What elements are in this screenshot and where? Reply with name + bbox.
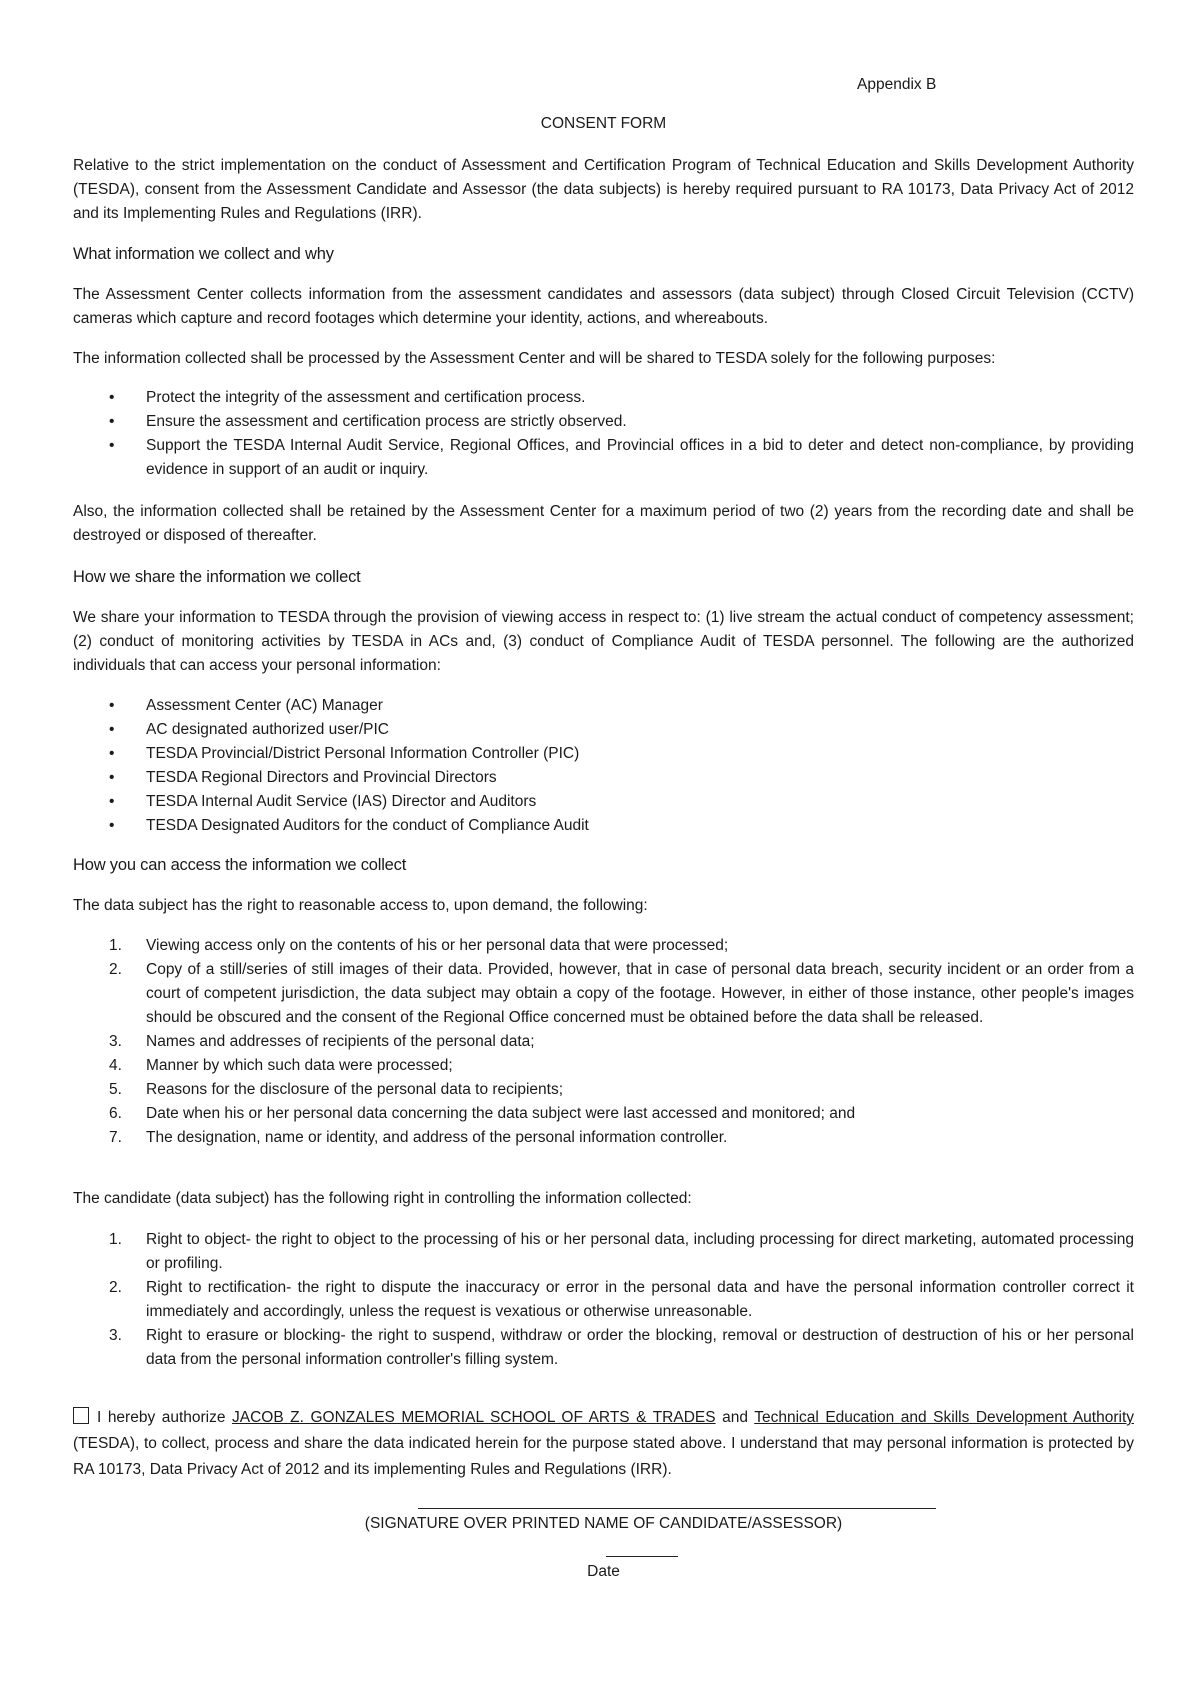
list-item: • TESDA Designated Auditors for the conduct of Compliance Audit — [73, 814, 1134, 838]
list-item: • TESDA Internal Audit Service (IAS) Director and Auditors — [73, 790, 1134, 814]
bullet-icon: • — [109, 721, 115, 738]
list-item: • Ensure the assessment and certification process are strictly observed. — [73, 410, 1134, 434]
bullet-icon: • — [109, 769, 115, 786]
purposes-intro: The information collected shall be processed by the Assessment Center and will be shared to TESDA solely for the following purposes: — [73, 350, 996, 367]
signature-line[interactable] — [418, 1508, 936, 1509]
list-item: 4. Manner by which such data were processed; — [109, 1057, 453, 1074]
list-item: 1. Viewing access only on the contents of his or her personal data that were processed; — [109, 937, 729, 954]
section-heading-access: How you can access the information we collect — [73, 856, 407, 874]
bullet-icon: • — [109, 817, 115, 834]
section-heading-collect: What information we collect and why — [73, 245, 334, 263]
collect-paragraph: The Assessment Center collects information from the assessment candidates and assessors (data subject) through Closed Circuit Television (CCTV) cameras which capture and record footages which determine your identity, actions, and whereabouts. — [73, 286, 1134, 327]
list-item: • TESDA Regional Directors and Provincial Directors — [73, 766, 1134, 790]
list-item: 5. Reasons for the disclosure of the personal data to recipients; — [109, 1081, 564, 1098]
retention-paragraph: Also, the information collected shall be retained by the Assessment Center for a maximum period of two (2) years from the recording date and shall be destroyed or disposed of thereafter. — [73, 503, 1134, 544]
authorization-paragraph: I hereby authorize JACOB Z. GONZALES MEMORIAL SCHOOL OF ARTS & TRADES and Technical Education and Skills Development Authority (TESDA), to collect, process and share the data indicated herein for the purpose stated above. I understand that may personal information is protected by RA 10173, Data Privacy Act of 2012 and its implementing Rules and Regulations (IRR). — [73, 1409, 1134, 1478]
bullet-icon: • — [109, 697, 115, 714]
list-item: 7. The designation, name or identity, and address of the personal information controller. — [109, 1129, 728, 1146]
control-rights-intro: The candidate (data subject) has the following right in controlling the information collected: — [73, 1190, 692, 1207]
list-item: 1. Right to object- the right to object to the processing of his or her personal data, including processing for direct marketing, automated processing or profiling. — [109, 1231, 1134, 1272]
list-item: 3. Names and addresses of recipients of the personal data; — [109, 1033, 535, 1050]
access-rights-list — [73, 934, 1134, 1150]
authorization-checkbox[interactable] — [73, 1407, 89, 1424]
access-paragraph: The data subject has the right to reasonable access to, upon demand, the following: — [73, 897, 648, 914]
bullet-icon: • — [109, 793, 115, 810]
control-rights-list — [73, 1228, 1134, 1372]
date-label: Date — [587, 1563, 620, 1580]
list-item: 6. Date when his or her personal data concerning the data subject were last accessed and monitored; and — [109, 1105, 856, 1122]
list-item: • Support the TESDA Internal Audit Service, Regional Offices, and Provincial offices in a bid to deter and detect non-compliance, by providing evidence in support of an audit or inquiry. — [73, 434, 1134, 482]
section-heading-share: How we share the information we collect — [73, 568, 361, 586]
intro-paragraph: Relative to the strict implementation on the conduct of Assessment and Certification Program of Technical Education and Skills Development Authority (TESDA), consent from the Assessment Candidate and Assessor (the data subjects) is hereby required pursuant to RA 10173, Data Privacy Act of 2012 and its Implementing Rules and Regulations (IRR). — [73, 157, 1134, 222]
date-line[interactable] — [606, 1556, 678, 1557]
purposes-list — [73, 386, 1134, 482]
signature-label: (SIGNATURE OVER PRINTED NAME OF CANDIDATE/ASSESSOR) — [364, 1515, 843, 1532]
list-item: 3. Right to erasure or blocking- the right to suspend, withdraw or order the blocking, removal or destruction of destruction of his or her personal data from the personal information controller's filling system. — [109, 1327, 1134, 1368]
school-name: JACOB Z. GONZALES MEMORIAL SCHOOL OF ARTS & TRADES — [232, 1409, 716, 1426]
page-title: CONSENT FORM — [540, 115, 667, 132]
appendix-label: Appendix B — [857, 76, 937, 93]
agency-name: Technical Education and Skills Development Authority — [754, 1409, 1134, 1426]
list-item: • AC designated authorized user/PIC — [73, 718, 1134, 742]
bullet-icon: • — [109, 389, 115, 406]
list-item: • Assessment Center (AC) Manager — [73, 694, 1134, 718]
list-item: 2. Right to rectification- the right to dispute the inaccuracy or error in the personal data and have the personal information controller correct it immediately and accordingly, unless the request is vexatious or otherwise unreasonable. — [109, 1279, 1134, 1320]
list-item: • TESDA Provincial/District Personal Information Controller (PIC) — [73, 742, 1134, 766]
share-paragraph: We share your information to TESDA through the provision of viewing access in respect to: (1) live stream the actual conduct of competency assessment; (2) conduct of monitoring activities by TESDA in ACs and, (3) conduct of Compliance Audit of TESDA personnel. The following are the authorized individuals that can access your personal information: — [73, 609, 1134, 674]
list-item: 2. Copy of a still/series of still images of their data. Provided, however, that in case of personal data breach, security incident or an order from a court of competent jurisdiction, the data subject may obtain a copy of the footage. However, in either of those instance, other people's images should be obscured and the consent of the Regional Office concerned must be obtained before the data shall be released. — [109, 961, 1134, 1026]
bullet-icon: • — [109, 413, 115, 430]
bullet-icon: • — [109, 437, 115, 454]
list-item: • Protect the integrity of the assessment and certification process. — [73, 386, 1134, 410]
authorized-individuals-list — [73, 694, 1134, 838]
bullet-icon: • — [109, 745, 115, 762]
